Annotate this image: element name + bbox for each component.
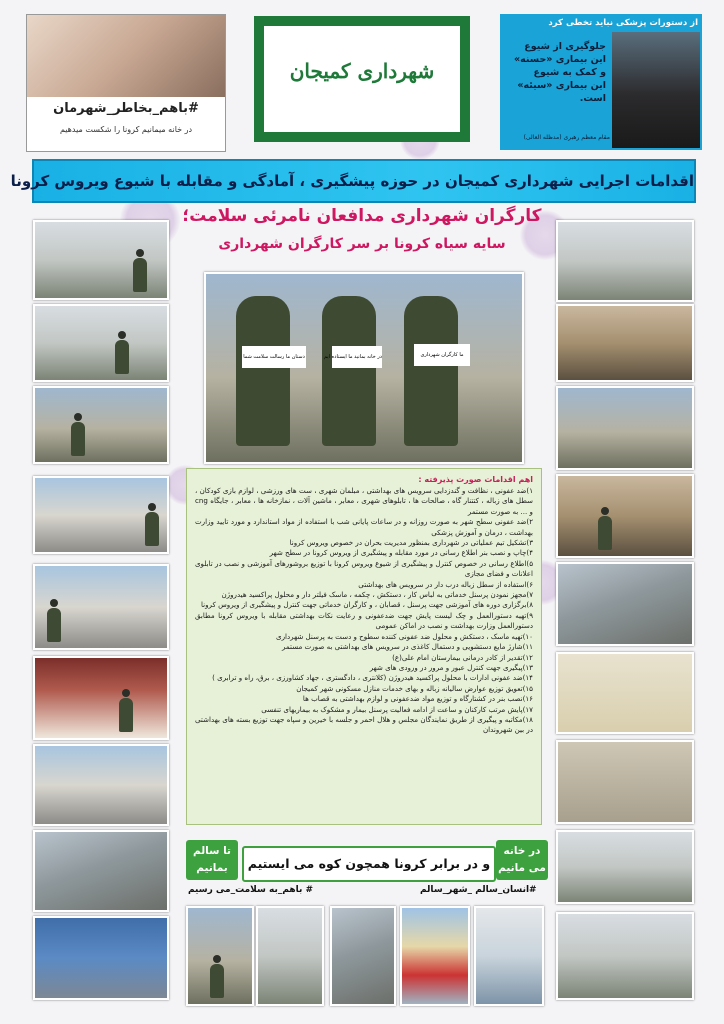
photo-road-fogging	[33, 830, 169, 912]
quote-signature: مقام معظم رهبری (مدظله العالی)	[523, 134, 610, 141]
worker-figure	[236, 296, 290, 446]
photo-playground	[33, 564, 169, 650]
list-item: ۵)اطلاع رسانی در خصوص کنترل و پیشگیری از شیوع ویروس کرونا با توزیع بروشورهای آموزشی و نصب در تابلوی اعلانات و فضای مجازی	[195, 558, 533, 579]
photo-hall-distribution	[556, 912, 694, 1000]
quote-line: و کمک به شیوع	[533, 67, 606, 78]
list-item: ۷)مجهز نمودن پرسنل خدماتی به لباس کار ، دستکش ، چکمه ، ماسک فیلتر دار و محلول پراکسید هیدروژن	[221, 590, 533, 600]
badge-line: می مانیم	[498, 862, 546, 874]
photo-office-meeting	[556, 304, 694, 382]
measures-title: اهم اقدامات صورت پذیرفته :	[418, 475, 533, 484]
photo-bottom-corridor	[256, 906, 324, 1006]
logo-text: شهرداری کمیجان	[289, 59, 435, 83]
photo-indoor-spraying	[33, 304, 169, 382]
photo-bottom-tank	[330, 906, 396, 1006]
list-item: ۱۸)مکاتبه و پیگیری از طریق نمایندگان مجلس و هلال احمر و جلسه با خیرین و سپاه جهت توزیع بسته های بهداشتی در بین شهروندان	[195, 714, 533, 735]
badge-stay-healthy	[186, 840, 238, 880]
photo-park-spraying	[33, 476, 169, 554]
worker-figure	[322, 296, 376, 446]
title-banner	[10, 159, 696, 203]
badge-stay-home	[496, 840, 548, 880]
logo-panel	[254, 16, 470, 142]
list-item: ۶)استفاده از سطل زباله درب دار در سرویس های بهداشتی	[358, 579, 533, 589]
leader-quote-panel	[500, 14, 702, 150]
photo-disinfection-sprayer	[33, 220, 169, 300]
photo-bottom-worker	[186, 906, 254, 1006]
list-item: ۳)تشکیل تیم عملیاتی در شهرداری بمنظور مدیریت بحران در خصوص ویروس کرونا	[289, 538, 533, 548]
leader-photo	[612, 32, 700, 148]
quote-line: این بیماری «سیئه»	[517, 80, 606, 91]
list-item: ۹)تهیه دستورالعمل و چک لیست پایش جهت ضدعفونی و رعایت نکات بهداشتی مقابله با ویروس کرونا مطابق دستورالعمل وزارت بهداشت و نصب در اماکن عمومی	[195, 610, 533, 631]
list-item: ۱۰)تهیه ماسک ، دستکش و محلول ضد عفونی کننده سطوح و دست به پرسنل شهرداری	[276, 631, 533, 641]
list-item: ۱)ضد عفونی ، نظافت و گندزدایی سرویس های بهداشتی ، مبلمان شهری ، ست های ورزشی ، لوازم بازی کودکان ، سطل های زباله ، کتتنار گاه ، صالحات ها ، تابلوهای شهری ، معابر ، ماشین آلات ، نمازخانه ها ، معابر ، جایگاه cng و ... به صورت مستمر	[195, 486, 533, 516]
photo-notice-board	[556, 652, 694, 734]
photo-street-spraying	[33, 386, 169, 464]
quote-line: است.	[579, 93, 606, 104]
list-item: ۱۵)تعویق توزیع عوارض سالیانه زباله و بهای خدمات منازل مسکونی شهر کمیجان	[296, 683, 533, 693]
badge-line: در خانه	[503, 845, 541, 857]
hashtag-subcaption: در خانه میمانیم کرونا را شکست میدهیم	[59, 125, 193, 134]
quote-text	[506, 40, 606, 105]
photo-crowd-street	[556, 386, 694, 470]
headline-primary: کارگران شهرداری مدافعان نامرئی سلامت؛	[182, 206, 542, 226]
list-item: ۱۳)پیگیری جهت کنترل عبور و مرور در ورودی های شهر	[369, 662, 533, 672]
list-item: ۱۴)ضد عفونی ادارات با محلول پراکسید هیدروژن (کلانتری ، دادگستری ، جهاد کشاورزی ، برق، راه و ترابری )	[212, 673, 533, 683]
logo-frame	[264, 26, 460, 132]
photo-mosque-prayer-room	[33, 656, 169, 740]
hashtag-left: # باهم_به سلامت_می رسیم	[188, 885, 314, 895]
photo-tree-disinfection	[556, 474, 694, 558]
list-item: ۴)چاپ و نصب بنر اطلاع رسانی در مورد مقابله و پیشگیری از ویروس کرونا در سطح شهر	[269, 548, 533, 558]
photo-meeting-room	[556, 220, 694, 302]
list-item: ۸)برگزاری دوره های آموزشی جهت پرسنل ، قصابان ، و کارگران خدماتی جهت کنترل و پیشگیری از ویروس کرونا	[201, 600, 533, 610]
photo-desk-documents	[556, 740, 694, 824]
list-item: ۱۶)نصب بنر در کشتارگاه و توزیع مواد ضدعفونی و لوازم بهداشتی به قصاب ها	[302, 694, 533, 704]
photo-workshop-tanks	[556, 830, 694, 904]
main-workers-photo	[204, 272, 524, 464]
list-item: ۱۲)تقدیر از کادر درمانی بیمارستان امام علی(ع)	[392, 652, 533, 662]
badge-line: تا سالم	[193, 845, 231, 857]
banner-title: اقدامات اجرایی شهرداری کمیجان در حوزه پیشگیری ، آمادگی و مقابله با شیوع ویروس کرونا	[10, 172, 694, 190]
quote-top-line: از دستورات پزشکی نباید تخطی کرد	[548, 18, 698, 28]
protest-sign: در خانه بمانید ما ایستاده ایم	[332, 346, 382, 368]
photo-bottom-banner	[400, 906, 470, 1006]
hashtag-caption: #باهم_بخاطر_شهرمان	[53, 101, 199, 116]
hands-photo	[27, 15, 225, 97]
slogan-main: و در برابر کرونا همچون کوه می ایستیم	[242, 846, 496, 882]
photo-fogging-machine	[556, 562, 694, 646]
list-item: ۱۱)شارژ مایع دستشویی و دستمال کاغذی در سرویس های بهداشتی به صورت مستمر	[282, 642, 533, 652]
photo-blue-room	[33, 916, 169, 1000]
header-left-panel	[26, 14, 226, 152]
quote-line: جلوگیری از شیوع	[524, 41, 606, 52]
measures-list	[186, 468, 542, 825]
worker-figure	[404, 296, 458, 446]
quote-line: این بیماری «حسنه»	[514, 54, 606, 65]
headline-secondary: سایه سیاه کرونا بر سر کارگران شهرداری	[218, 236, 506, 252]
photo-spray-truck	[33, 744, 169, 826]
protest-sign: دستان ما رسالت سلامت شما	[242, 346, 306, 368]
list-item: ۱۷)پایش مرتب کارکنان و ساعت از ادامه فعالیت پرسنل بیمار و مشکوک به بیماریهای تنفسی	[261, 704, 533, 714]
hashtag-right: #انسان_سالم _شهر_سالم	[420, 885, 537, 895]
list-item: ۲)ضد عفونی سطح شهر به صورت روزانه و در ساعات پایانی شب با استفاده از مواد استاندارد و مورد تایید وزارت بهداشت ، درمان و آموزش پزشکی	[195, 517, 533, 537]
photo-bottom-bottle	[474, 906, 544, 1006]
badge-line: بمانیم	[196, 862, 228, 874]
protest-sign: ما کارگران شهرداری	[414, 344, 470, 366]
